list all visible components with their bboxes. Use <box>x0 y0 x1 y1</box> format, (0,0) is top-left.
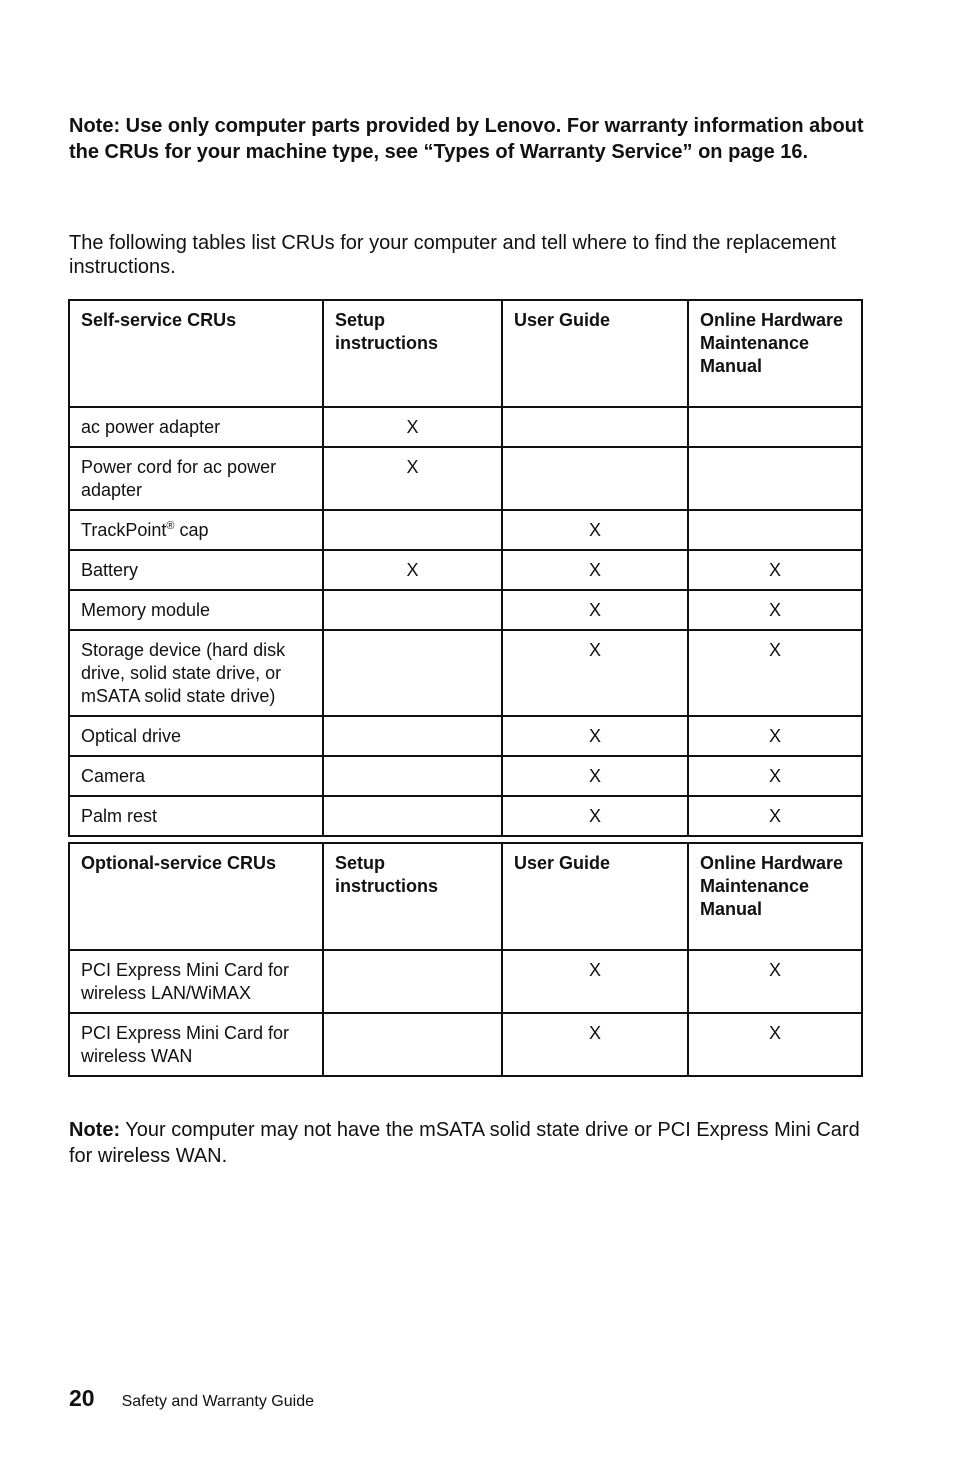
table-row <box>69 630 862 716</box>
cru-name: PCI Express Mini Card for wireless LAN/WiMAX <box>69 950 323 1013</box>
setup-mark: X <box>323 550 502 590</box>
user-guide-mark: X <box>502 950 688 1013</box>
setup-mark <box>323 716 502 756</box>
hmm-mark: X <box>688 590 862 630</box>
cru-name <box>69 510 323 550</box>
user-guide-mark: X <box>502 796 688 836</box>
table-row <box>69 407 862 447</box>
column-header: Setup instructions <box>323 300 502 407</box>
cru-name: Optical drive <box>69 716 323 756</box>
setup-mark <box>323 950 502 1013</box>
self-service-cru-table <box>68 299 863 837</box>
table-row <box>69 510 862 550</box>
hmm-mark: X <box>688 756 862 796</box>
cru-name: ac power adapter <box>69 407 323 447</box>
setup-mark <box>323 756 502 796</box>
user-guide-mark: X <box>502 550 688 590</box>
user-guide-mark: X <box>502 590 688 630</box>
hmm-mark: X <box>688 716 862 756</box>
hmm-mark: X <box>688 950 862 1013</box>
column-header: User Guide <box>502 843 688 950</box>
column-header: Online Hardware Maintenance Manual <box>688 843 862 950</box>
intro-paragraph: The following tables list CRUs for your computer and tell where to find the replacement instructions. <box>69 232 837 278</box>
trackpoint-label: TrackPoint <box>81 520 167 540</box>
column-header: Optional-service CRUs <box>69 843 323 950</box>
note-text: Your computer may not have the mSATA solid state drive or PCI Express Mini Card for wireless WAN. <box>69 1119 860 1167</box>
cru-name: Power cord for ac power adapter <box>69 447 323 510</box>
optional-service-cru-table <box>68 842 863 1077</box>
table-row <box>69 550 862 590</box>
page-footer <box>69 1385 314 1412</box>
setup-mark <box>323 590 502 630</box>
column-header: Setup instructions <box>323 843 502 950</box>
setup-mark <box>323 1013 502 1076</box>
cru-name: Battery <box>69 550 323 590</box>
cru-name: Storage device (hard disk drive, solid state drive, or mSATA solid state drive) <box>69 630 323 716</box>
table-row <box>69 756 862 796</box>
note-label: Note: <box>69 1119 121 1141</box>
user-guide-mark: X <box>502 1013 688 1076</box>
table-row <box>69 796 862 836</box>
setup-mark <box>323 510 502 550</box>
table-row <box>69 590 862 630</box>
cru-name: Camera <box>69 756 323 796</box>
cru-name: Memory module <box>69 590 323 630</box>
hmm-mark <box>688 510 862 550</box>
user-guide-mark: X <box>502 756 688 796</box>
user-guide-mark: X <box>502 510 688 550</box>
column-header: User Guide <box>502 300 688 407</box>
column-header: Self-service CRUs <box>69 300 323 407</box>
column-header: Online Hardware Maintenance Manual <box>688 300 862 407</box>
hmm-mark: X <box>688 1013 862 1076</box>
table-row <box>69 1013 862 1076</box>
hmm-mark: X <box>688 796 862 836</box>
table-row <box>69 950 862 1013</box>
setup-mark: X <box>323 407 502 447</box>
table-row <box>69 447 862 510</box>
hmm-mark: X <box>688 550 862 590</box>
table-header-row <box>69 843 862 950</box>
note-warranty: Note: Use only computer parts provided by Lenovo. For warranty information about the CRUs for your machine type, see “Types of Warranty Service” on page 16. <box>69 115 864 163</box>
setup-mark <box>323 630 502 716</box>
page-number: 20 <box>69 1385 95 1411</box>
trademark-symbol: ® <box>166 520 175 532</box>
hmm-mark <box>688 407 862 447</box>
user-guide-mark <box>502 407 688 447</box>
setup-mark: X <box>323 447 502 510</box>
hmm-mark: X <box>688 630 862 716</box>
note-msata <box>69 1117 869 1169</box>
table-header-row <box>69 300 862 407</box>
setup-mark <box>323 796 502 836</box>
guide-title: Safety and Warranty Guide <box>121 1393 314 1410</box>
trackpoint-suffix: cap <box>174 520 209 540</box>
table-row <box>69 716 862 756</box>
user-guide-mark: X <box>502 630 688 716</box>
cru-name: Palm rest <box>69 796 323 836</box>
cru-name: PCI Express Mini Card for wireless WAN <box>69 1013 323 1076</box>
hmm-mark <box>688 447 862 510</box>
user-guide-mark: X <box>502 716 688 756</box>
user-guide-mark <box>502 447 688 510</box>
